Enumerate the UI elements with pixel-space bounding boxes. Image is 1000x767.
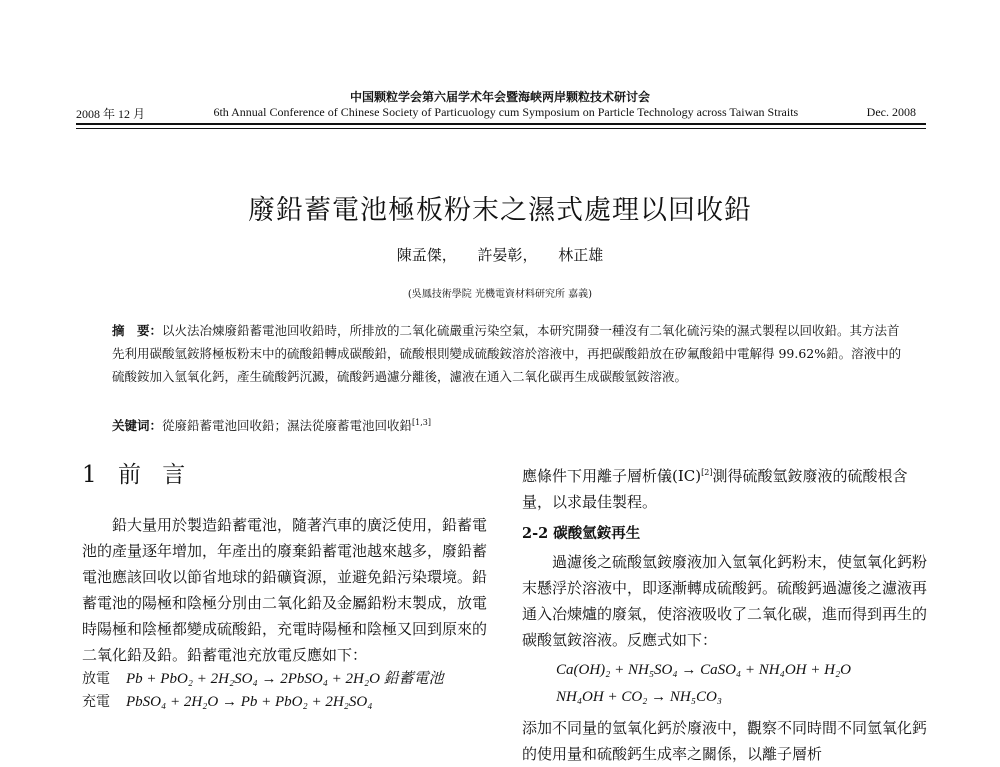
conference-title-en: 6th Annual Conference of Chinese Society of Particuology cum Symposium on Particle Technology across Taiwan Straits: [213, 105, 799, 119]
keywords-ref: [1,3]: [412, 417, 431, 427]
regeneration-paragraph: 過濾後之硫酸氫銨廢液加入氫氧化鈣粉末，使氫氧化鈣粉末懸浮於溶液中，即逐漸轉成硫酸鈣。硫酸鈣過濾後之濾液再通入冶煉爐的廢氣，使溶液吸收了二氧化碳，進而得到再生的碳酸氫銨溶液。反應式如下：: [522, 553, 928, 649]
keywords-label: 关键词：: [112, 418, 163, 433]
right-column: [522, 460, 932, 767]
equation-discharge: [82, 668, 492, 691]
reaction-equations: [556, 657, 932, 711]
section-title: 前 言: [117, 462, 186, 488]
continued-ref: [2]: [701, 468, 713, 477]
affiliation: (吳鳳技術學院 光機電資材料研究所 嘉義): [407, 289, 593, 300]
left-column: [82, 512, 492, 714]
continued-paragraph: [522, 460, 932, 515]
continued-text-b: 測得硫酸氫銨廢液的硫酸根含量，以求最佳製程。: [522, 467, 908, 511]
equation-charge: [82, 691, 492, 714]
equation-charge-formula: PbSO₄ + 2H₂O → Pb + PbO₂ + 2H₂SO₄: [126, 694, 373, 710]
keywords: [112, 416, 902, 434]
abstract-text: 以火法冶煉廢鉛蓄電池回收鉛時，所排放的二氧化硫嚴重污染空氣，本研究開發一種沒有二氧化硫污染的濕式製程以回收鉛。其方法首先利用碳酸氫銨將極板粉末中的硫酸鉛轉成碳酸鉛，硫酸根則變成硫酸銨溶於溶液中，再把碳酸鉛放在矽氟酸鉛中電解得 99.62%鉛。溶液中的硫酸銨加入氫氧化鈣，產生硫酸鈣沉澱，硫酸鈣過濾分離後，濾液在通入二氧化碳再生成碳酸氫銨溶液。: [112, 323, 902, 384]
abstract: [112, 319, 902, 388]
header-rule-thin: [76, 128, 926, 129]
abstract-label: 摘 要：: [112, 323, 163, 338]
authors: 陳孟傑， 許晏彰， 林正雄: [396, 246, 604, 264]
equation-charge-label: 充電: [82, 694, 110, 710]
conference-header-row: [76, 105, 916, 122]
header-rule-thick: [76, 123, 926, 125]
paper-title: 廢鉛蓄電池極板粉末之濕式處理以回收鉛: [248, 195, 752, 226]
keywords-text: 從廢鉛蓄電池回收鉛；濕法從廢蓄電池回收鉛: [162, 418, 413, 433]
intro-paragraph: 鉛大量用於製造鉛蓄電池，隨著汽車的廣泛使用，鉛蓄電池的產量逐年增加，年產出的廢棄鉛蓄電池越來越多，廢鉛蓄電池應該回收以節省地球的鉛礦資源，並避免鉛污染環境。鉛蓄電池的陽極和陰極分別由二氧化鉛及金屬鉛粉末製成，放電時陽極和陰極都變成硫酸鉛，充電時陽極和陰極又回到原來的二氧化鉛及鉛。鉛蓄電池充放電反應如下：: [82, 516, 488, 664]
date-en: Dec. 2008: [866, 105, 916, 119]
date-cn: 2008 年 12 月: [76, 107, 146, 121]
subsection-heading: 2-2 碳酸氫銨再生: [522, 525, 641, 542]
equation-calcium: Ca(OH)₂ + NH₅SO₄ → CaSO₄ + NH₄OH + H₂O: [556, 662, 851, 678]
equation-carbonate: NH₄OH + CO₂ → NH₅CO₃: [556, 689, 722, 705]
equation-discharge-label: 放電: [82, 671, 110, 687]
continued-text-a: 應條件下用離子層析儀(IC): [522, 467, 702, 485]
section-heading: [82, 456, 185, 489]
equation-discharge-formula: Pb + PbO₂ + 2H₂SO₄ → 2PbSO₄ + 2H₂O 鉛蓄電池: [126, 671, 444, 687]
section-number: 1: [82, 462, 97, 488]
conference-title-cn: 中国颗粒学会第六届学术年会暨海峡两岸颗粒技术研讨会: [349, 90, 650, 104]
trailing-paragraph: 添加不同量的氫氧化鈣於廢液中，觀察不同時間不同氫氧化鈣的使用量和硫酸鈣生成率之關係，以離子層析: [522, 719, 928, 763]
